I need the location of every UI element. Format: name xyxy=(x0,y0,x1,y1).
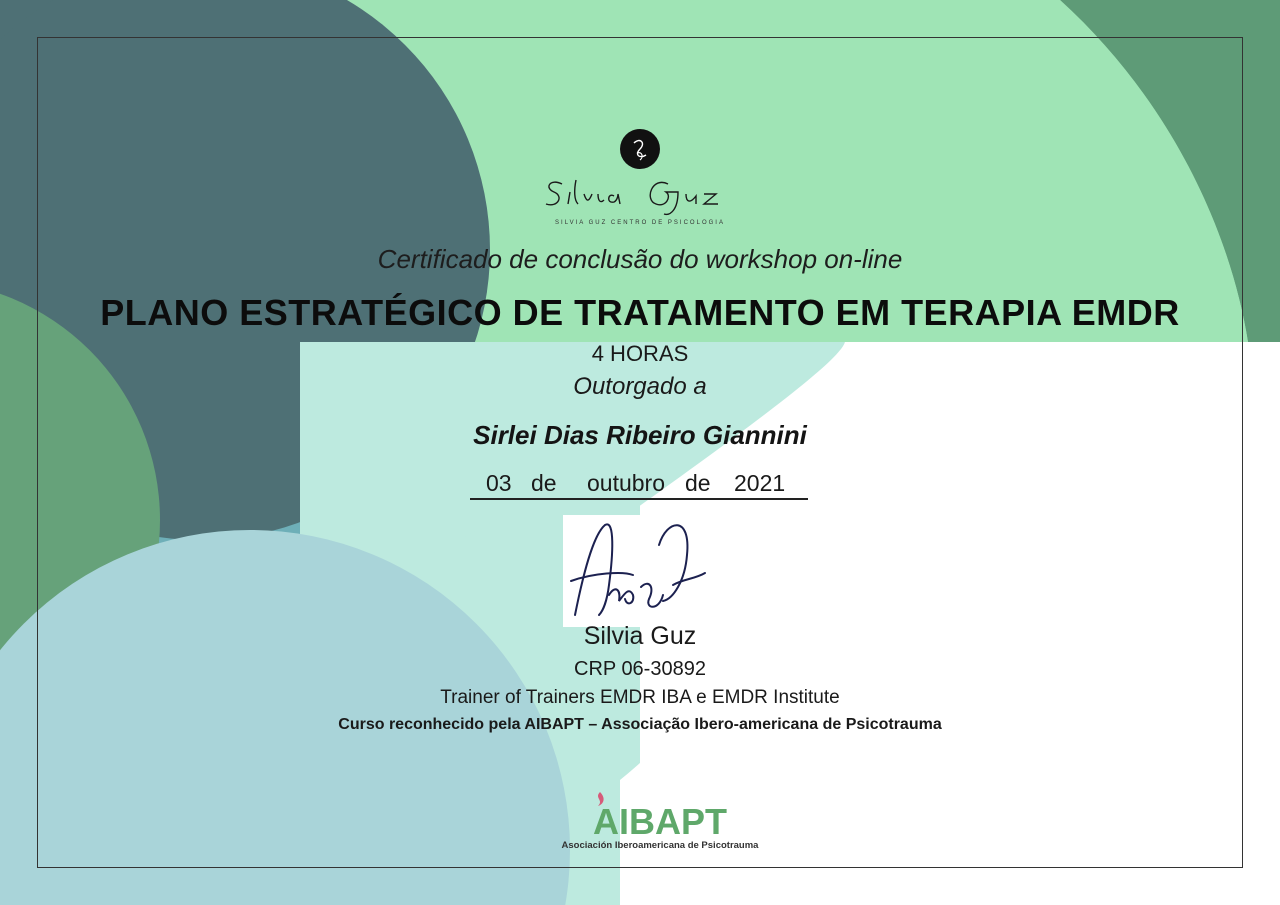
certificate-subtitle: Certificado de conclusão do workshop on-line xyxy=(377,244,903,274)
monogram-glyph xyxy=(620,129,660,169)
course-title: PLANO ESTRATÉGICO DE TRATAMENTO EM TERAPIA EMDR xyxy=(100,292,1180,333)
course-recognition: Curso reconhecido pela AIBAPT – Associação Ibero-americana de Psicotrauma xyxy=(338,716,942,733)
course-hours: 4 HORAS xyxy=(591,341,689,366)
sg-monogram-icon xyxy=(620,129,660,169)
date-sep-2: de xyxy=(685,470,711,496)
date-day: 03 xyxy=(486,470,512,496)
logo-wordmark-handwritten xyxy=(546,180,718,214)
signer-name: Silvia Guz xyxy=(583,622,697,650)
granted-to-label: Outorgado a xyxy=(573,373,707,400)
date-sep-1: de xyxy=(531,470,557,496)
aibapt-acronym: AIBAPT xyxy=(593,801,727,842)
aibapt-logo xyxy=(560,790,760,852)
date-year: 2021 xyxy=(734,470,786,496)
logo-tagline: SILVIA GUZ CENTRO DE PSICOLOGIA xyxy=(555,220,725,226)
signer-credentials: Trainer of Trainers EMDR IBA e EMDR Institute xyxy=(440,687,840,708)
date-month: outubro xyxy=(587,470,666,496)
handwritten-signature xyxy=(563,515,715,627)
signer-crp: CRP 06-30892 xyxy=(574,658,706,680)
recipient-name: Sirlei Dias Ribeiro Giannini xyxy=(473,420,807,450)
silvia-guz-logo xyxy=(540,170,740,216)
aibapt-full-name: Asociación Iberoamericana de Psicotrauma xyxy=(561,840,759,851)
signature-panel xyxy=(563,515,715,627)
